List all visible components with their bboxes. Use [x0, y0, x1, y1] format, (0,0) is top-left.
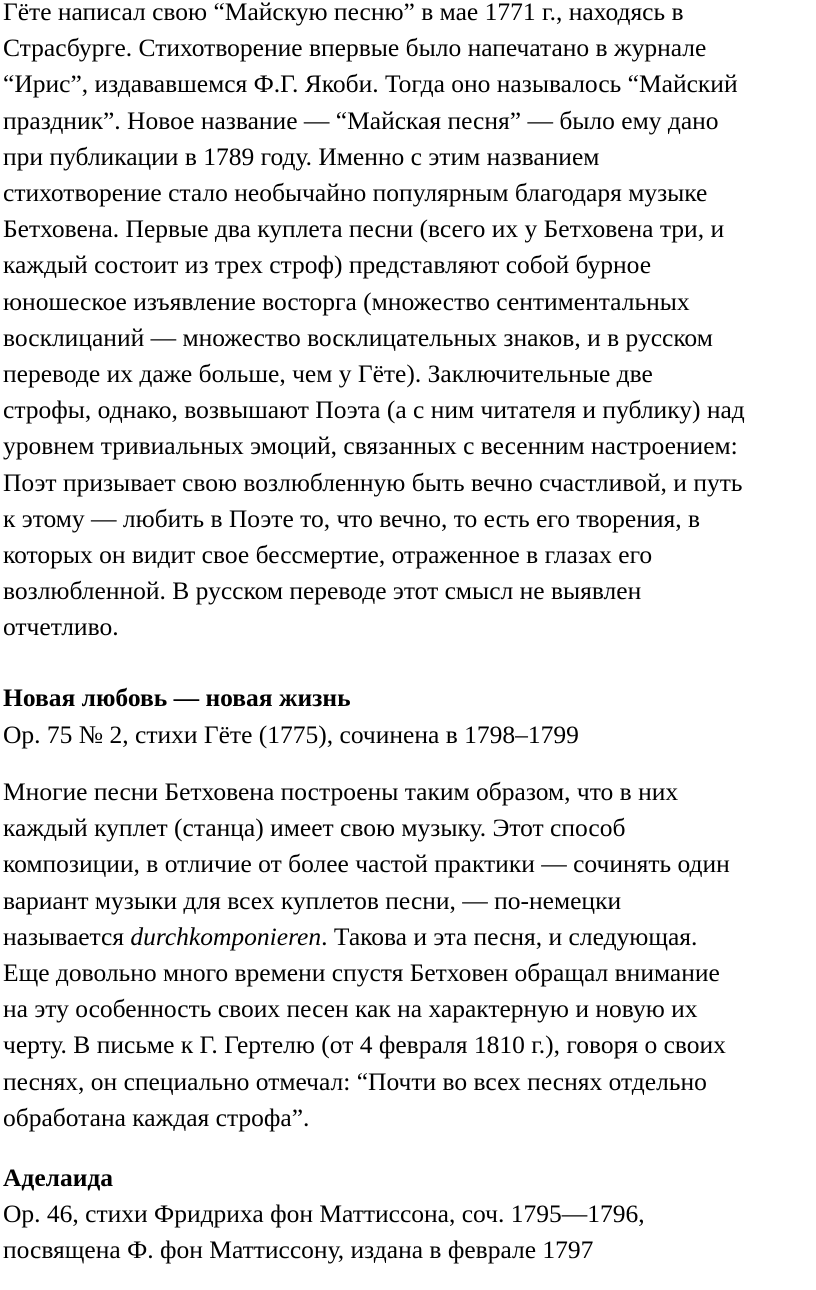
- text-line: посвящена Ф. фон Маттиссону, издана в феврале 1797: [3, 1235, 594, 1265]
- text-line: Страсбурге. Стихотворение впервые было напечатано в журнале: [3, 33, 707, 63]
- section-heading-adelaide: Аделаида: [3, 1163, 114, 1192]
- text-line: которых он видит свое бессмертие, отраженное в глазах его: [3, 540, 653, 570]
- text-line: при публикации в 1789 году. Именно с этим названием: [3, 141, 600, 171]
- text-line: к этому — любить в Поэте то, что вечно, то есть его творения, в: [3, 503, 701, 533]
- text-line: каждый состоит из трех строф) представляют собой бурное: [3, 250, 652, 280]
- text-line: песнях, он специально отмечал: “Почти во всех песнях отдельно: [3, 1066, 707, 1096]
- text-fragment: называется: [3, 921, 131, 951]
- text-line: стихотворение стало необычайно популярным благодаря музыке: [3, 178, 708, 208]
- text-line: Многие песни Бетховена построены таким образом, что в них: [3, 777, 679, 806]
- text-line: праздник”. Новое название — “Майская песня” — было ему дано: [3, 105, 719, 135]
- text-line: каждый куплет (станца) имеет свою музыку. Этот способ: [3, 813, 626, 843]
- second-paragraph: [3, 774, 730, 1136]
- text-line: Еще довольно много времени спустя Бетховен обращал внимание: [3, 958, 720, 988]
- text-line: “Ирис”, издававшемся Ф.Г. Якоби. Тогда оно называлось “Майский: [3, 69, 738, 99]
- section-subtitle-adelaide: [3, 1196, 645, 1268]
- text-line: на эту особенность своих песен как на характерную и новую их: [3, 994, 698, 1024]
- text-fragment: . Такова и эта песня, и следующая.: [321, 921, 698, 951]
- text-line: вариант музыки для всех куплетов песни, — по-немецки: [3, 885, 622, 915]
- text-line: уровнем тривиальных эмоций, связанных с весенним настроением:: [3, 431, 738, 461]
- text-line: возлюбленной. В русском переводе этот смысл не выявлен: [3, 576, 642, 606]
- text-line: Бетховена. Первые два куплета песни (всего их у Бетховена три, и: [3, 214, 725, 244]
- text-line: композиции, в отличие от более частой практики — сочинять один: [3, 849, 730, 879]
- intro-paragraph: [3, 0, 745, 646]
- text-line: восклицаний — множество восклицательных знаков, и в русском: [3, 322, 713, 352]
- text-line: строфы, однако, возвышают Поэта (а с ним читателя и публику) над: [3, 395, 745, 425]
- text-line: Поэт призывает свою возлюбленную быть вечно счастливой, и путь: [3, 467, 743, 497]
- italic-term: durchkomponieren: [130, 921, 322, 951]
- text-line: Гёте написал свою “Майскую песню” в мае 1771 г., находясь в: [3, 0, 684, 26]
- section-heading-new-love: Новая любовь — новая жизнь: [3, 683, 351, 712]
- text-line: Op. 46, стихи Фридриха фон Маттиссона, соч. 1795—1796,: [3, 1199, 645, 1228]
- section-subtitle-new-love: Op. 75 № 2, стихи Гёте (1775), сочинена в 1798–1799: [3, 720, 579, 749]
- text-line: обработана каждая строфа”.: [3, 1102, 310, 1132]
- text-line: переводе их даже больше, чем у Гёте). Заключительные две: [3, 359, 653, 389]
- text-line: черту. В письме к Г. Гертелю (от 4 февраля 1810 г.), говоря о своих: [3, 1030, 726, 1060]
- text-line: юношеское изъявление восторга (множество сентиментальных: [3, 286, 690, 316]
- text-line-with-term: [3, 919, 730, 955]
- text-line: отчетливо.: [3, 612, 119, 642]
